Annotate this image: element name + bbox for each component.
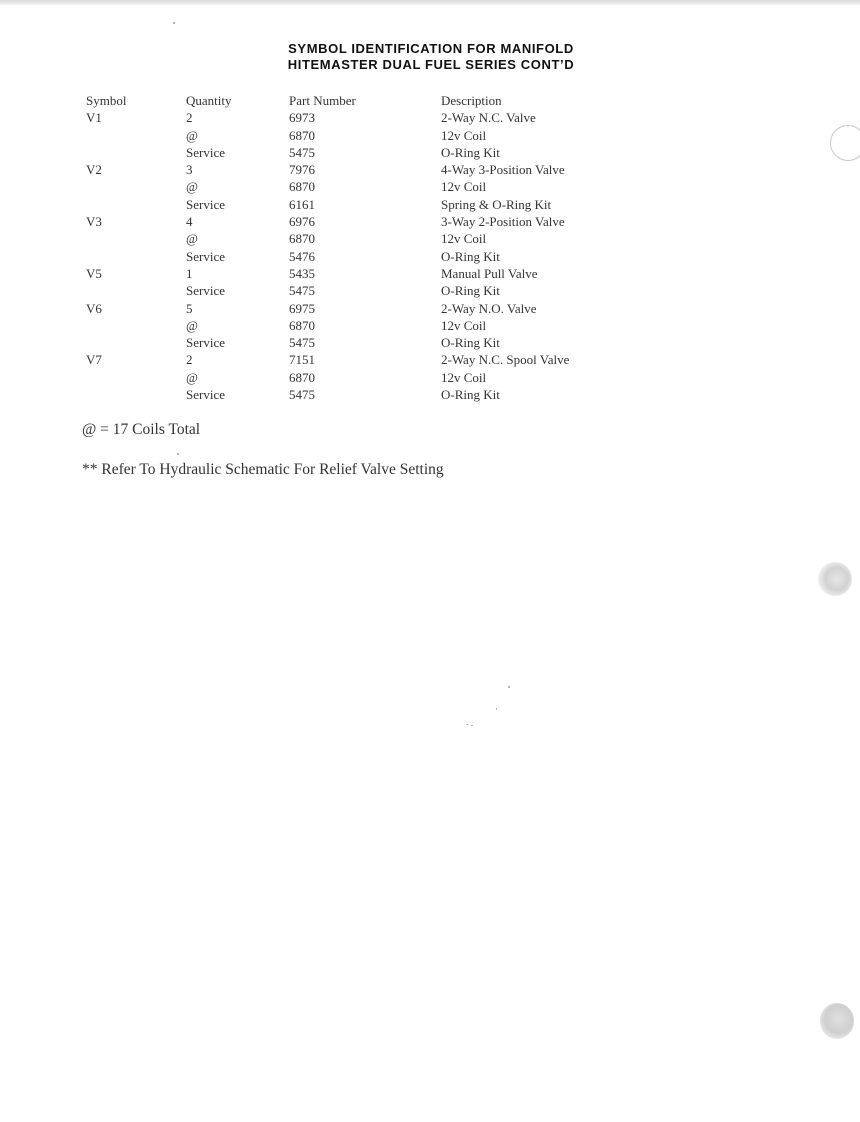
table-row	[86, 248, 641, 265]
cell-description: 2-Way N.C. Spool Valve	[441, 352, 570, 368]
cell-part-number: 6975	[289, 300, 315, 316]
parts-table	[86, 92, 641, 403]
relief-valve-note: ** Refer To Hydraulic Schematic For Relief Valve Setting	[82, 461, 444, 478]
cell-description: 12v Coil	[441, 317, 487, 333]
header-description: Description	[441, 93, 502, 108]
cell-part-number: 6870	[289, 369, 315, 385]
cell-quantity: Service	[186, 335, 225, 351]
cell-quantity: 1	[186, 265, 193, 281]
cell-symbol	[86, 282, 186, 299]
cell-symbol	[86, 334, 186, 351]
cell-part-number: 6870	[289, 231, 315, 247]
cell-description: Spring & O-Ring Kit	[441, 196, 552, 212]
cell-description: Manual Pull Valve	[441, 265, 538, 281]
punch-hole-top	[830, 125, 860, 161]
cell-quantity: 4	[186, 214, 193, 230]
cell-symbol	[86, 144, 186, 161]
table-row	[86, 334, 641, 351]
cell-part-number: 5435	[289, 265, 315, 281]
header-quantity: Quantity	[186, 93, 232, 108]
cell-symbol	[86, 127, 186, 144]
cell-description: O-Ring Kit	[441, 144, 500, 160]
table-row	[86, 127, 641, 144]
cell-quantity: @	[186, 179, 198, 195]
table-row	[86, 230, 641, 247]
cell-description: 2-Way N.O. Valve	[441, 300, 537, 316]
cell-quantity: @	[186, 317, 198, 333]
cell-description: O-Ring Kit	[441, 387, 500, 403]
scan-speck	[496, 708, 497, 710]
table-row	[86, 282, 641, 299]
cell-description: O-Ring Kit	[441, 335, 500, 351]
cell-part-number: 5476	[289, 248, 315, 264]
cell-symbol: V6	[86, 300, 102, 316]
cell-description: 12v Coil	[441, 179, 487, 195]
title-line-1: SYMBOL IDENTIFICATION FOR MANIFOLD	[288, 41, 574, 56]
cell-description: 3-Way 2-Position Valve	[441, 214, 565, 230]
cell-symbol: V3	[86, 214, 102, 230]
cell-part-number: 6973	[289, 110, 315, 126]
cell-part-number: 5475	[289, 387, 315, 403]
cell-description: 12v Coil	[441, 369, 487, 385]
coils-total-note: @ = 17 Coils Total	[82, 421, 201, 438]
scan-speck	[466, 724, 468, 725]
cell-quantity: 5	[186, 300, 193, 316]
cell-part-number: 5475	[289, 283, 315, 299]
cell-symbol	[86, 196, 186, 213]
cell-part-number: 5475	[289, 335, 315, 351]
cell-symbol	[86, 248, 186, 265]
cell-quantity: @	[186, 127, 198, 143]
cell-quantity: Service	[186, 248, 225, 264]
table-row	[86, 144, 641, 161]
cell-description: O-Ring Kit	[441, 248, 500, 264]
cell-symbol: V5	[86, 265, 102, 281]
table-header-row	[86, 92, 641, 109]
table-row	[86, 265, 641, 282]
cell-description: O-Ring Kit	[441, 283, 500, 299]
cell-symbol: V2	[86, 162, 102, 178]
scan-speck	[471, 725, 473, 726]
document-title	[0, 41, 860, 73]
cell-description: 2-Way N.C. Valve	[441, 110, 536, 126]
cell-quantity: @	[186, 231, 198, 247]
cell-description: 12v Coil	[441, 127, 487, 143]
cell-symbol: V7	[86, 352, 102, 368]
cell-part-number: 7151	[289, 352, 315, 368]
header-part-number: Part Number	[289, 93, 356, 108]
cell-symbol	[86, 386, 186, 403]
scan-speck	[508, 686, 510, 688]
cell-part-number: 7976	[289, 162, 315, 178]
cell-part-number: 6870	[289, 317, 315, 333]
parts-table-body	[86, 109, 641, 403]
cell-quantity: Service	[186, 144, 225, 160]
table-row	[86, 317, 641, 334]
cell-quantity: 3	[186, 162, 193, 178]
punch-hole-bottom	[820, 1003, 854, 1039]
cell-part-number: 6976	[289, 214, 315, 230]
cell-symbol	[86, 317, 186, 334]
cell-quantity: Service	[186, 196, 225, 212]
cell-part-number: 6870	[289, 179, 315, 195]
cell-symbol: V1	[86, 110, 102, 126]
table-row	[86, 300, 641, 317]
cell-part-number: 5475	[289, 144, 315, 160]
cell-symbol	[86, 230, 186, 247]
scan-edge	[0, 0, 860, 5]
scan-speck	[173, 22, 175, 24]
table-row	[86, 213, 641, 230]
table-row	[86, 109, 641, 126]
cell-description: 12v Coil	[441, 231, 487, 247]
title-line-2: HITEMASTER DUAL FUEL SERIES CONT’D	[287, 57, 575, 72]
cell-quantity: 2	[186, 352, 193, 368]
table-row	[86, 369, 641, 386]
punch-hole-middle	[818, 562, 852, 596]
cell-part-number: 6870	[289, 127, 315, 143]
table-row	[86, 386, 641, 403]
cell-quantity: @	[186, 369, 198, 385]
table-row	[86, 178, 641, 195]
cell-part-number: 6161	[289, 196, 315, 212]
table-row	[86, 161, 641, 178]
cell-symbol	[86, 369, 186, 386]
table-row	[86, 196, 641, 213]
cell-quantity: Service	[186, 387, 225, 403]
cell-quantity: Service	[186, 283, 225, 299]
cell-symbol	[86, 178, 186, 195]
scan-speck	[177, 453, 179, 455]
cell-description: 4-Way 3-Position Valve	[441, 162, 565, 178]
table-row	[86, 351, 641, 368]
cell-quantity: 2	[186, 110, 193, 126]
header-symbol: Symbol	[86, 93, 127, 108]
